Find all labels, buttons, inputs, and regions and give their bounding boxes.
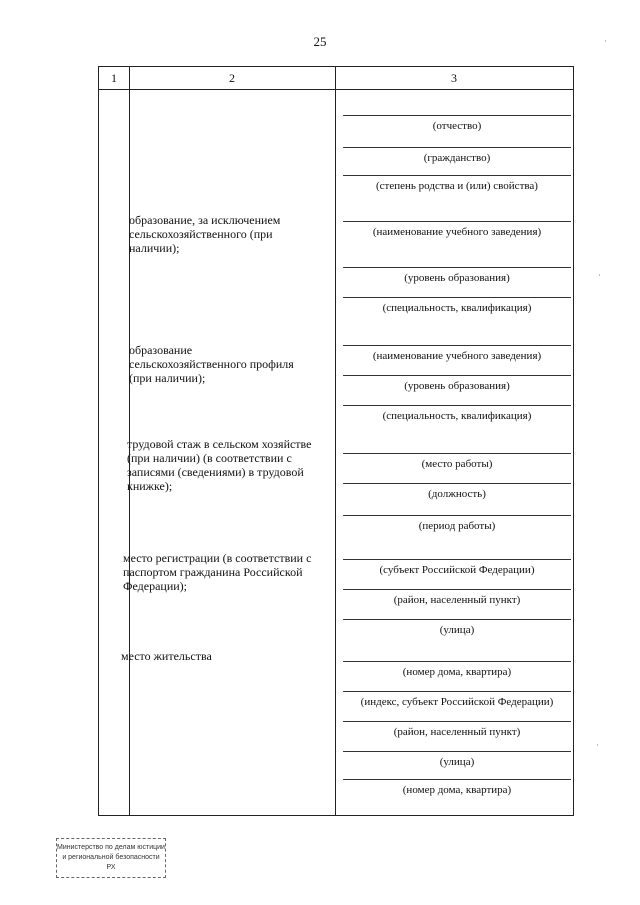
field-res-subject: (индекс, субъект Российской Федерации) bbox=[343, 691, 571, 709]
field-work-period: (период работы) bbox=[343, 515, 571, 533]
header-divider bbox=[99, 89, 573, 90]
field-res-district: (район, населенный пункт) bbox=[343, 721, 571, 739]
field-citizenship: (гражданство) bbox=[343, 147, 571, 165]
page-number: 25 bbox=[313, 34, 327, 49]
field-specialty-2: (специальность, квалификация) bbox=[343, 405, 571, 423]
field-education-level-2: (уровень образования) bbox=[343, 375, 571, 393]
field-reg-street: (улица) bbox=[343, 619, 571, 637]
field-specialty-1: (специальность, квалификация) bbox=[343, 297, 571, 315]
field-res-house: (номер дома, квартира) bbox=[343, 779, 571, 797]
header-col-1: 1 bbox=[111, 71, 117, 85]
header-col-3: 3 bbox=[451, 71, 457, 85]
label-residence-place: место жительства bbox=[121, 649, 212, 663]
field-reg-district: (район, населенный пункт) bbox=[343, 589, 571, 607]
form-table bbox=[98, 66, 574, 816]
header-col-2: 2 bbox=[229, 71, 235, 85]
label-education-agricultural: образование сельскохозяйственного профиля (при наличии); bbox=[129, 343, 294, 385]
field-position: (должность) bbox=[343, 483, 571, 501]
field-patronymic: (отчество) bbox=[343, 115, 571, 133]
registration-stamp: Министерство по делам юстиции и региональной безопасности РХ bbox=[56, 838, 166, 878]
field-institution-1: (наименование учебного заведения) bbox=[343, 221, 571, 239]
label-registration-place: место регистрации (в соответствии с паспортом гражданина Российской Федерации); bbox=[123, 551, 312, 593]
field-res-street: (улица) bbox=[343, 751, 571, 769]
field-reg-subject: (субъект Российской Федерации) bbox=[343, 559, 571, 577]
field-institution-2: (наименование учебного заведения) bbox=[343, 345, 571, 363]
scan-mark: · bbox=[596, 740, 599, 750]
scan-mark: · bbox=[598, 270, 601, 280]
field-workplace: (место работы) bbox=[343, 453, 571, 471]
field-education-level-1: (уровень образования) bbox=[343, 267, 571, 285]
column-divider-2 bbox=[335, 67, 336, 815]
label-education-general: образование, за исключением сельскохозяйственного (при наличии); bbox=[129, 213, 281, 255]
field-kinship: (степень родства и (или) свойства) bbox=[343, 175, 571, 193]
label-work-experience: трудовой стаж в сельском хозяйстве (при наличии) (в соответствии с записями (сведениями) в трудовой книжке); bbox=[127, 437, 312, 493]
scan-mark: · bbox=[604, 36, 607, 46]
field-reg-house: (номер дома, квартира) bbox=[343, 661, 571, 679]
